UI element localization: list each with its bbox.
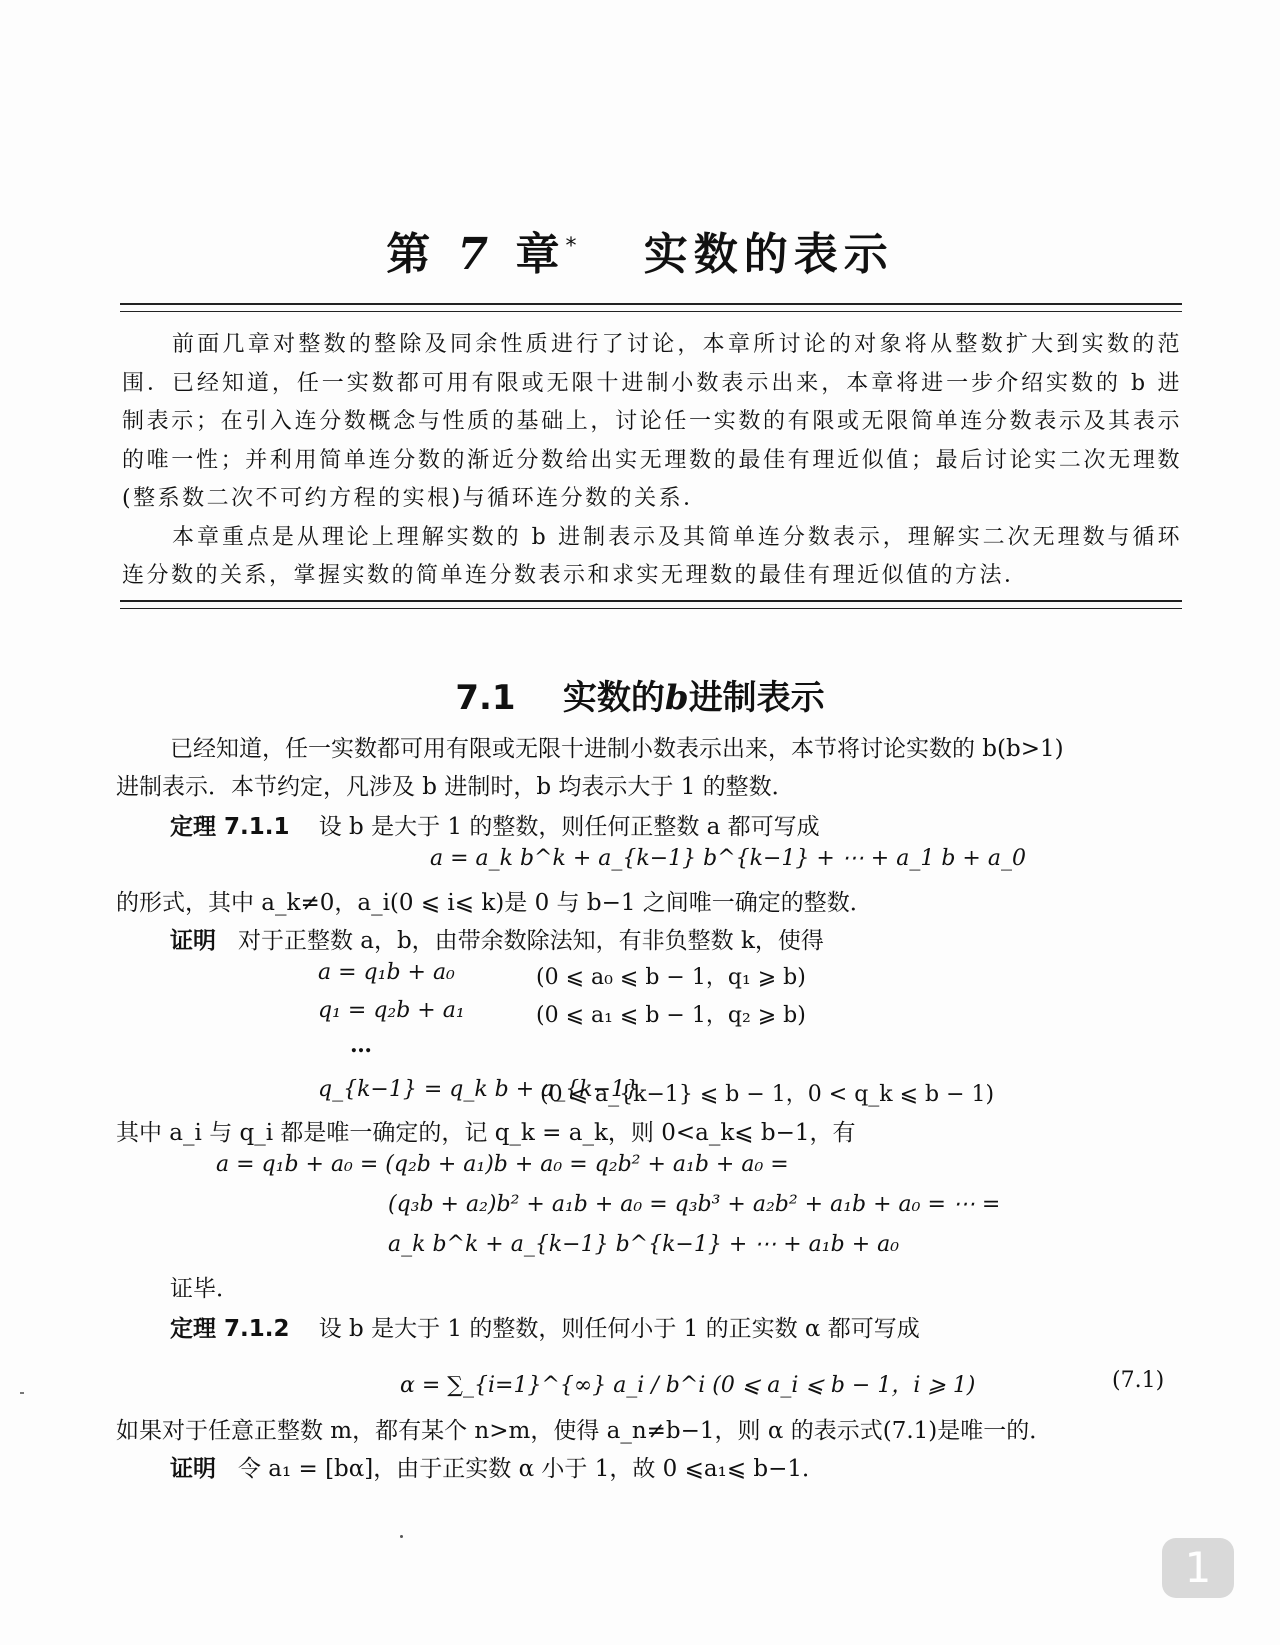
intro-paragraph-2: 本章重点是从理论上理解实数的 b 进制表示及其简单连分数表示，理解实二次无理数与循环连分数的关系，掌握实数的简单连分数表示和求实无理数的最佳有理近似值的方法． [122,524,1182,588]
theorem-2-text: 设 b 是大于 1 的整数，则任何小于 1 的正实数 α 都可写成 [318,1316,920,1342]
proof-1-text: 对于正整数 a，b，由带余数除法知，有非负整数 k，使得 [237,928,824,954]
theorem-2-label: 定理 7.1.2 [170,1316,290,1342]
chapter-name: 实数的表示 [643,229,894,280]
theorem-1-text: 设 b 是大于 1 的整数，则任何正整数 a 都可写成 [318,814,820,840]
top-divider [120,303,1182,312]
expansion-line-3: a_k b^k + a_{k−1} b^{k−1} + ⋯ + a₁b + a₀ [388,1232,900,1257]
division-row-2-left: q₁ = q₂b + a₁ [318,998,465,1023]
theorem-1-equation: a = a_k b^k + a_{k−1} b^{k−1} + ⋯ + a_1 b + a_0 [430,846,1026,871]
division-row-2-right: (0 ⩽ a₁ ⩽ b − 1，q₂ ⩾ b) [536,1003,806,1028]
section-title [0,670,1280,719]
division-row-1-right: (0 ⩽ a₀ ⩽ b − 1，q₁ ⩾ b) [536,965,806,990]
division-row-1-left: a = q₁b + a₀ [318,960,455,985]
proof-2 [116,1450,1240,1483]
uniqueness-line: 其中 a_i 与 q_i 都是唯一确定的，记 q_k = a_k，则 0<a_k⩽ b−1，有 [116,1120,856,1146]
scan-speck-2 [20,1392,24,1394]
intro-paragraph-1: 前面几章对整数的整除及同余性质进行了讨论，本章所讨论的对象将从整数扩大到实数的范围．已经知道，任一实数都可用有限或无限十进制小数表示出来，本章将进一步介绍实数的 b 进制表示；在引入连分数概念与性质的基础上，讨论任一实数的有限或无限简单连分数表示及其表示的唯一性；并利用简单连分数的渐近分数给出实无理数的最佳有理近似值；最后讨论实二次无理数(整系数二次不可约方程的实根)与循环连分数的关系． [122,332,1182,511]
equation-number: (7.1) [1112,1368,1165,1393]
theorem-2 [116,1310,1240,1343]
division-ellipsis: … [350,1032,372,1058]
section-title-b: b [664,678,689,718]
bottom-divider [120,600,1182,609]
body-line-2: 进制表示．本节约定，凡涉及 b 进制时，b 均表示大于 1 的整数． [116,774,795,800]
expansion-line-1: a = q₁b + a₀ = (q₂b + a₁)b + a₀ = q₂b² + a₁b + a₀ = [216,1152,789,1177]
division-row-3-right: (0 ⩽ a_{k−1} ⩽ b − 1，0 < q_k ⩽ b − 1) [540,1082,995,1107]
chapter-suffix: 章 [515,229,566,280]
theorem-2-equation: α = ∑_{i=1}^{∞} a_i / b^i (0 ⩽ a_i ⩽ b − 1，i ⩾ 1) [400,1373,976,1398]
theorem-2-conclusion: 如果对于任意正整数 m，都有某个 n>m，使得 a_n≠b−1，则 α 的表示式(7.1)是唯一的． [116,1418,1053,1444]
chapter-prefix: 第 [386,229,437,280]
chapter-title [0,218,1280,282]
chapter-number: 7 [457,229,495,280]
section-number: 7.1 [455,678,516,718]
chapter-intro [122,326,1182,596]
chapter-star: * [565,234,583,260]
theorem-1-conclusion: 的形式，其中 a_k≠0，a_i(0 ⩽ i⩽ k)是 0 与 b−1 之间唯一确定的整数． [116,890,873,916]
proof-1 [116,922,1240,955]
proof-1-label: 证明 [170,928,216,954]
proof-2-label: 证明 [170,1456,216,1482]
section-title-a: 实数的 [562,678,665,718]
division-row-3-left: q_{k−1} = q_k b + a_{k−1} [318,1077,640,1102]
proof-1-end: 证毕． [170,1276,239,1302]
page-number-badge[interactable]: 1 [1162,1538,1234,1598]
expansion-line-2: (q₃b + a₂)b² + a₁b + a₀ = q₃b³ + a₂b² + a₁b + a₀ = ⋯ = [388,1192,1001,1217]
theorem-1 [116,808,1240,841]
scan-speck [400,1535,403,1538]
proof-2-text: 令 a₁ = [bα]，由于正实数 α 小于 1，故 0 ⩽a₁⩽ b−1． [237,1456,826,1482]
body-line-1: 已经知道，任一实数都可用有限或无限十进制小数表示出来，本节将讨论实数的 b(b>1) [170,736,1064,762]
section-title-c: 进制表示 [688,678,825,718]
theorem-1-label: 定理 7.1.1 [170,814,290,840]
